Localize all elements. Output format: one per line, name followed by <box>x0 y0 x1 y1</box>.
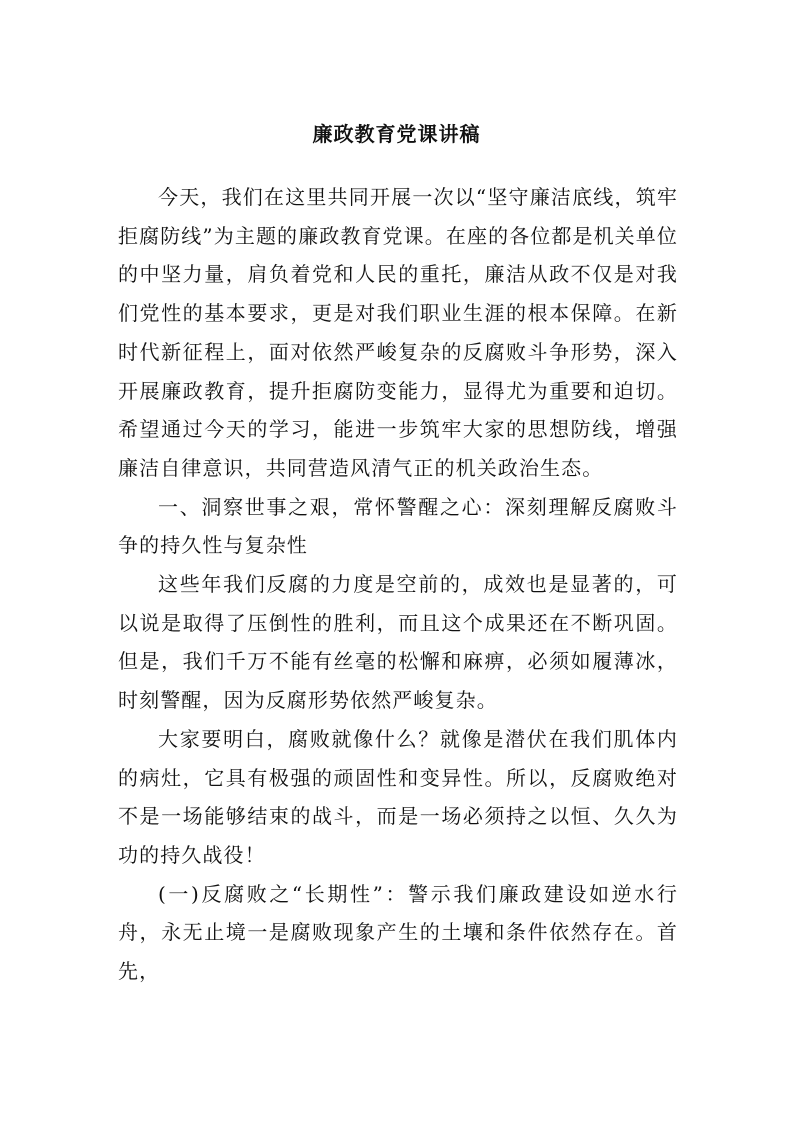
paragraph-achievements: 这些年我们反腐的力度是空前的，成效也是显著的，可以说是取得了压倒性的胜利，而且这个成果还在不断巩固。但是，我们千万不能有丝毫的松懈和麻痹，必须如履薄冰，时刻警醒，因为反腐形势依然严峻复杂。 <box>118 572 678 713</box>
subsection-heading-1: (一)反腐败之“长期性”：警示我们廉政建设如逆水行舟，永无止境一是腐败现象产生的土壤和条件依然存在。首先， <box>118 881 678 984</box>
document-title: 廉政教育党课讲稿 <box>312 122 481 146</box>
paragraph-corruption-metaphor: 大家要明白，腐败就像什么？就像是潜伏在我们肌体内的病灶，它具有极强的顽固性和变异性。所以，反腐败绝对不是一场能够结束的战斗，而是一场必须持之以恒、久久为功的持久战役！ <box>118 726 678 867</box>
document-body <box>118 178 678 991</box>
section-heading-1: 一、洞察世事之艰，常怀警醒之心：深刻理解反腐败斗争的持久性与复杂性 <box>118 494 678 558</box>
paragraph-intro: 今天，我们在这里共同开展一次以“坚守廉洁底线，筑牢拒腐防线”为主题的廉政教育党课。在座的各位都是机关单位的中坚力量，肩负着党和人民的重托，廉洁从政不仅是对我们党性的基本要求，更是对我们职业生涯的根本保障。在新时代新征程上，面对依然严峻复杂的反腐败斗争形势，深入开展廉政教育，提升拒腐防变能力，显得尤为重要和迫切。希望通过今天的学习，能进一步筑牢大家的思想防线，增强廉洁自律意识，共同营造风清气正的机关政治生态。 <box>118 185 678 480</box>
